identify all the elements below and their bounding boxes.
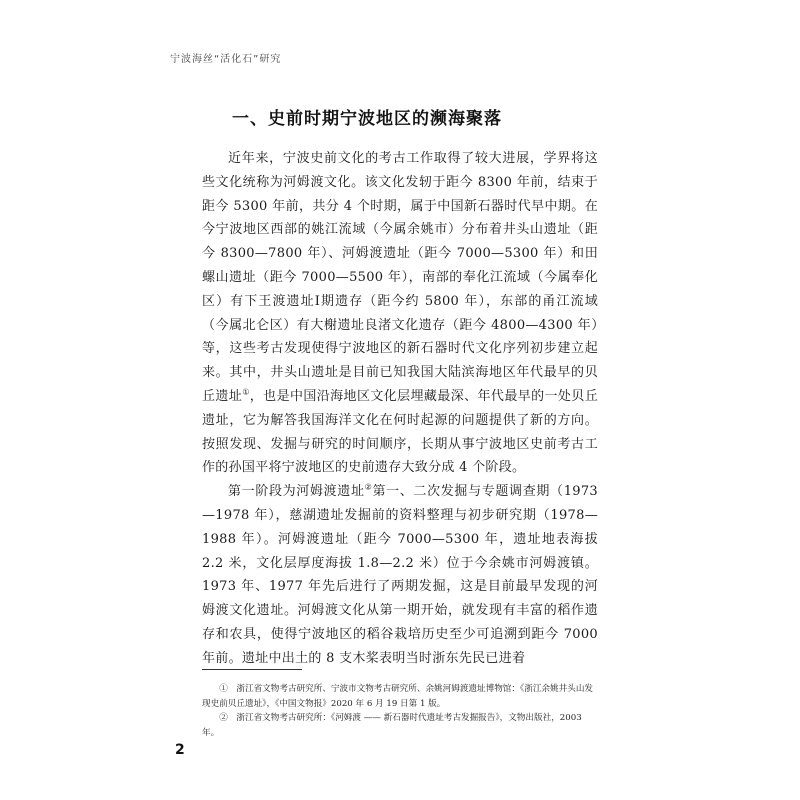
paragraph-1-text-b: ，也是中国沿海地区文化层埋藏最深、年代最早的一处贝丘遗址，它为解答我国海洋文化在何时起源的问题提供了新的方向。按照发现、发掘与研究的时间顺序，长期从事宁波地区史前考古工作的孙国平将宁波地区的史前遗存大致分成 4 个阶段。 [202, 388, 598, 476]
body-text [202, 147, 598, 671]
paragraph-1 [202, 147, 598, 480]
footnotes [202, 682, 598, 740]
footnote-2: ② 浙江省文物考古研究所：《河姆渡 —— 新石器时代遗址考古发掘报告》，文物出版社，2003 年。 [202, 713, 582, 738]
page-number: 2 [175, 742, 185, 758]
footnote-1: ① 浙江省文物考古研究所、宁波市文物考古研究所、余姚河姆渡遗址博物馆：《浙江余姚井头山发现史前贝丘遗址》，《中国文物报》2020 年 6 月 19 日第 1 版。 [202, 684, 594, 709]
running-header: 宁波海丝“活化石”研究 [170, 54, 282, 65]
paragraph-2-text-a: 第一阶段为河姆渡遗址 [228, 484, 365, 500]
footnote-divider [202, 669, 302, 670]
footnote-ref-2: ② [364, 482, 373, 492]
paragraph-2-text-b: 第一、二次发掘与专题调查期（1973—1978 年），慈湖遗址发掘前的资料整理与初步研究期（1978—1988 年）。河姆渡遗址（距今 7000—5300 年，遗址地表海拔 2.2 米，文化层厚度海拔 1.8—2.2 米）位于今余姚市河姆渡镇。1973 年、1977 年先后进行了两期发掘，这是目前最早发现的河姆渡文化遗址。河姆渡文化从第一期开始，就发现有丰富的稻作遗存和农具，使得宁波地区的稻谷栽培历史至少可追溯到距今 7000 年前。遗址中出土的 8 支木桨表明当时浙东先民已进着 [202, 484, 598, 666]
paragraph-1-text-a: 近年来，宁波史前文化的考古工作取得了较大进展，学界将这些文化统称为河姆渡文化。该文化发轫于距今 8300 年前，结束于距今 5300 年前，共分 4 个时期，属于中国新石器时代早中期。在今宁波地区西部的姚江流域（今属余姚市）分布着井头山遗址（距今 8300—7800 年）、河姆渡遗址（距今 7000—5300 年）和田螺山遗址（距今 7000—5500 年），南部的奉化江流域（今属奉化区）有下王渡遗址Ⅰ期遗存（距今约 5800 年），东部的甬江流域（今属北仑区）有大榭遗址良渚文化遗存（距今 4800—4300 年）等，这些考古发现使得宁波地区的新石器时代文化序列初步建立起来。其中，井头山遗址是目前已知我国大陆滨海地区年代最早的贝丘遗址 [202, 151, 598, 404]
section-title: 一、史前时期宁波地区的濒海聚落 [232, 109, 502, 129]
footnote-ref-1: ① [242, 387, 250, 397]
paragraph-2 [202, 480, 598, 670]
